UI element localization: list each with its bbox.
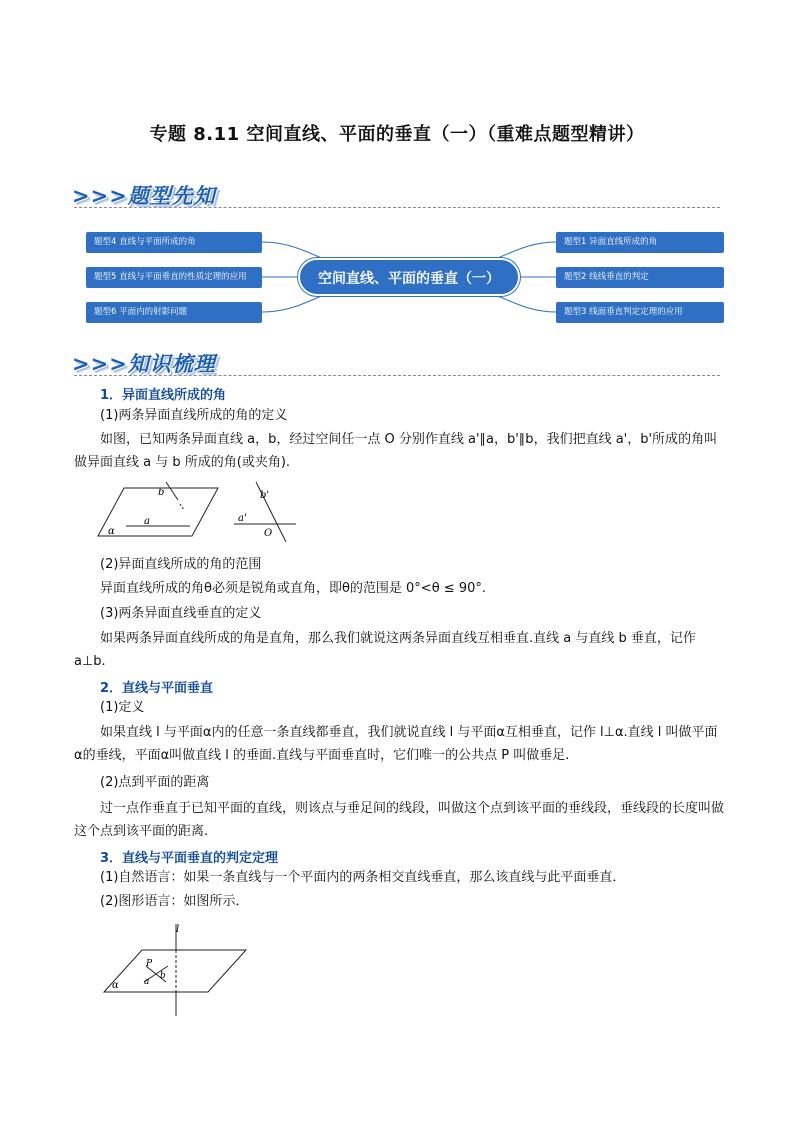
subheading: (2)图形语言：如图所示．: [100, 894, 249, 909]
mindmap-item-type4: 题型4 直线与平面所成的角: [86, 232, 262, 253]
section-banner-question-types: >>>题型先知: [72, 184, 216, 208]
label-b: b: [160, 971, 166, 981]
subheading: (1)自然语言：如果一条直线与一个平面内的两条相交直线垂直，那么该直线与此平面垂直．: [100, 870, 626, 885]
translated-lines-figure: [230, 480, 300, 544]
subheading: (1)定义: [100, 700, 145, 715]
paragraph: 如果直线 l 与平面α内的任意一条直线都垂直，我们就说直线 l 与平面α互相垂直，记作 l⊥α.直线 l 叫做平面α的垂线，平面α叫做直线 l 的垂面.直线与平面垂直时，它们唯一的公共点 P 叫做垂足.: [74, 725, 718, 763]
subheading: (2)点到平面的距离: [100, 775, 210, 790]
mindmap-item-type1: 题型1 异面直线所成的角: [556, 232, 724, 253]
mindmap-center-topic: 空间直线、平面的垂直（一）: [298, 258, 520, 296]
mindmap-item-type2: 题型2 线线垂直的判定: [556, 267, 724, 288]
paragraph: 过一点作垂直于已知平面的直线，则该点与垂足间的线段，叫做这个点到该平面的垂线段，垂线段的长度叫做这个点到该平面的距离.: [74, 801, 725, 839]
section-heading-2: 2．直线与平面垂直: [100, 681, 214, 696]
mindmap-item-type5: 题型5 直线与平面垂直的性质定理的应用: [86, 267, 262, 288]
skew-lines-plane-figure: [96, 480, 220, 540]
label-alpha: α: [112, 980, 119, 991]
label-alpha: α: [108, 526, 115, 537]
divider: [74, 375, 720, 376]
section-heading-1: 1．异面直线所成的角: [100, 388, 227, 403]
paragraph: 如果两条异面直线所成的角是直角，那么我们就说这两条异面直线互相垂直.直线 a 与直线 b 垂直，记作 a⊥b.: [74, 631, 696, 669]
label-b: b: [158, 487, 165, 498]
label-a: a: [144, 516, 150, 527]
subheading: (1)两条异面直线所成的角的定义: [100, 408, 288, 423]
subheading: (3)两条异面直线垂直的定义: [100, 606, 262, 621]
label-l: l: [176, 924, 180, 935]
section-heading-3: 3．直线与平面垂直的判定定理: [100, 851, 279, 866]
label-o: O: [264, 528, 273, 539]
paragraph: 异面直线所成的角θ必须是锐角或直角，即θ的范围是 0°<θ ≤ 90°.: [100, 581, 486, 596]
mindmap-item-type3: 题型3 线面垂直判定定理的应用: [556, 302, 724, 323]
label-p: P: [146, 959, 153, 969]
mindmap-item-type6: 题型6 平面内的射影问题: [86, 302, 262, 323]
page-title: 专题 8.11 空间直线、平面的垂直（一）（重难点题型精讲）: [149, 124, 645, 145]
section-banner-knowledge: >>>知识梳理: [72, 352, 216, 376]
paragraph: 如图，已知两条异面直线 a，b，经过空间任一点 O 分别作直线 a'∥a，b'∥b，我们把直线 a'，b'所成的角叫做异面直线 a 与 b 所成的角(或夹角).: [74, 432, 718, 470]
line-perpendicular-plane-figure: [96, 920, 252, 1018]
subheading: (2)异面直线所成的角的范围: [100, 557, 262, 572]
label-b-prime: b': [260, 490, 270, 501]
label-a-prime: a': [238, 513, 247, 524]
label-a: a: [144, 977, 150, 987]
